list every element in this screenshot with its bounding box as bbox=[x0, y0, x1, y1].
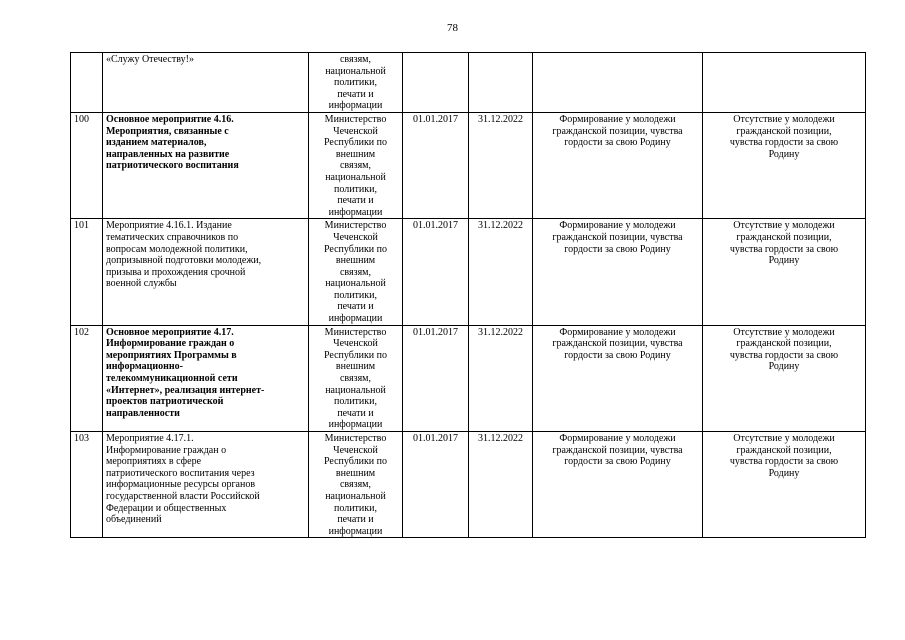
end-date-cell: 31.12.2022 bbox=[469, 112, 533, 218]
row-number-cell: 100 bbox=[71, 112, 103, 218]
measure-name-cell: «Служу Отечеству!» bbox=[103, 53, 309, 113]
row-number-cell: 101 bbox=[71, 219, 103, 325]
executor-cell: Министерство Чеченской Республики по внешним связям, национальной политики, печати и информации bbox=[309, 432, 403, 538]
expected-result-cell: Формирование у молодежи гражданской позиции, чувства гордости за свою Родину bbox=[533, 112, 703, 218]
consequence-cell bbox=[703, 53, 866, 113]
row-number-cell: 103 bbox=[71, 432, 103, 538]
expected-result-cell bbox=[533, 53, 703, 113]
start-date-cell: 01.01.2017 bbox=[403, 112, 469, 218]
end-date-cell bbox=[469, 53, 533, 113]
measure-name-cell: Мероприятие 4.16.1. Издание тематических справочников по вопросам молодежной политики, допризывной подготовки молодежи, призыва и прохождения срочной военной службы bbox=[103, 219, 309, 325]
consequence-cell: Отсутствие у молодежи гражданской позиции, чувства гордости за свою Родину bbox=[703, 432, 866, 538]
page-number: 78 bbox=[447, 22, 458, 34]
end-date-cell: 31.12.2022 bbox=[469, 219, 533, 325]
end-date-cell: 31.12.2022 bbox=[469, 325, 533, 431]
table-row bbox=[71, 112, 866, 218]
measure-name-cell: Мероприятие 4.17.1. Информирование граждан о мероприятиях в сфере патриотического воспитания через информационные ресурсы органов государственной власти Российской Федерации и общественных объединений bbox=[103, 432, 309, 538]
start-date-cell: 01.01.2017 bbox=[403, 325, 469, 431]
row-number-cell: 102 bbox=[71, 325, 103, 431]
measure-name-cell: Основное мероприятие 4.16. Мероприятия, связанные с изданием материалов, направленных на развитие патриотического воспитания bbox=[103, 112, 309, 218]
start-date-cell: 01.01.2017 bbox=[403, 219, 469, 325]
table-row bbox=[71, 432, 866, 538]
measures-table bbox=[70, 52, 866, 538]
table-body bbox=[71, 53, 866, 538]
expected-result-cell: Формирование у молодежи гражданской позиции, чувства гордости за свою Родину bbox=[533, 219, 703, 325]
consequence-cell: Отсутствие у молодежи гражданской позиции, чувства гордости за свою Родину bbox=[703, 112, 866, 218]
table-row bbox=[71, 325, 866, 431]
table-row bbox=[71, 53, 866, 113]
executor-cell: Министерство Чеченской Республики по внешним связям, национальной политики, печати и информации bbox=[309, 112, 403, 218]
start-date-cell bbox=[403, 53, 469, 113]
measure-name-cell: Основное мероприятие 4.17. Информирование граждан о мероприятиях Программы в информационно- телекоммуникационной сети «Интернет», реализация интернет- проектов патриотической направленности bbox=[103, 325, 309, 431]
executor-cell: Министерство Чеченской Республики по внешним связям, национальной политики, печати и информации bbox=[309, 219, 403, 325]
end-date-cell: 31.12.2022 bbox=[469, 432, 533, 538]
expected-result-cell: Формирование у молодежи гражданской позиции, чувства гордости за свою Родину bbox=[533, 325, 703, 431]
executor-cell: Министерство Чеченской Республики по внешним связям, национальной политики, печати и информации bbox=[309, 325, 403, 431]
executor-cell: связям, национальной политики, печати и информации bbox=[309, 53, 403, 113]
start-date-cell: 01.01.2017 bbox=[403, 432, 469, 538]
consequence-cell: Отсутствие у молодежи гражданской позиции, чувства гордости за свою Родину bbox=[703, 219, 866, 325]
table-row bbox=[71, 219, 866, 325]
expected-result-cell: Формирование у молодежи гражданской позиции, чувства гордости за свою Родину bbox=[533, 432, 703, 538]
consequence-cell: Отсутствие у молодежи гражданской позиции, чувства гордости за свою Родину bbox=[703, 325, 866, 431]
row-number-cell bbox=[71, 53, 103, 113]
